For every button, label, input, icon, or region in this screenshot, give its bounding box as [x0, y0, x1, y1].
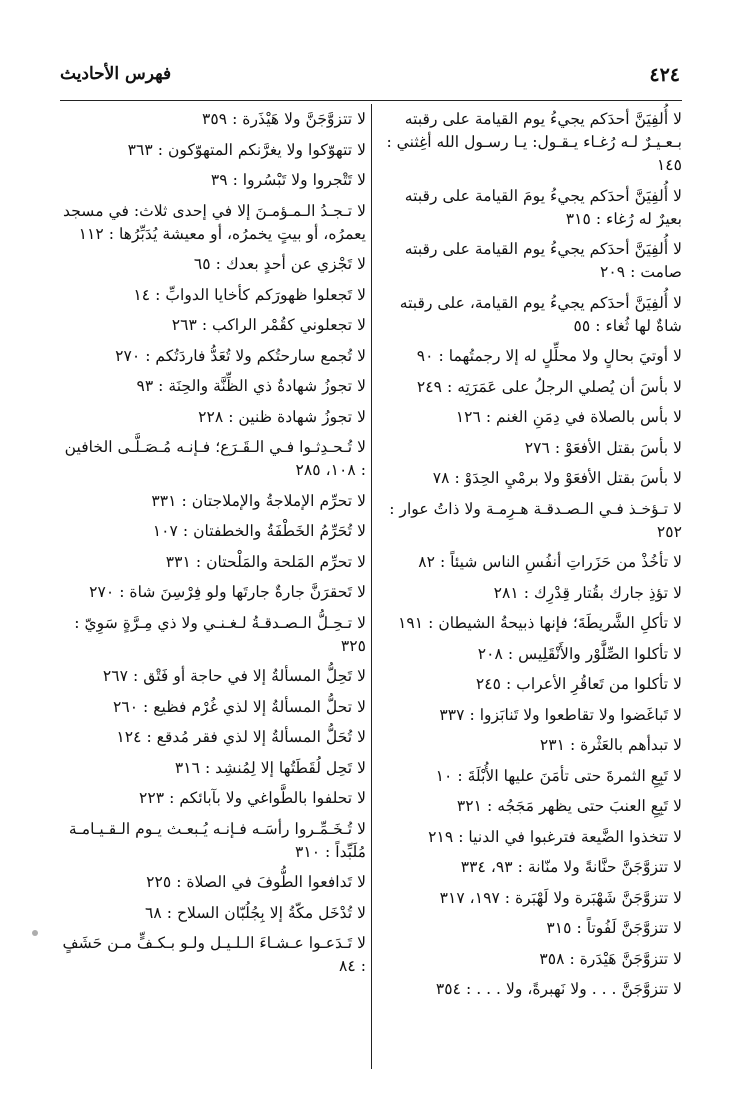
- hadith-entry: لا تَتْجروا ولا تَبْسُروا : ٣٩: [210, 171, 366, 189]
- hadith-entry: لا تتزوَّجَنَّ شَهْبَرة ولا لَهْبَرة : ١٩٧، ٣١٧: [439, 888, 682, 907]
- ink-speck: [32, 930, 38, 936]
- hadith-entry: لا تُحَرِّمُ الخَطْفَةُ والخطفتان : ١٠٧: [152, 522, 366, 540]
- hadith-entry: لا بأسَ أن يُصلي الرجلُ على عَمَرَتِه : ٢٤٩: [416, 377, 682, 396]
- hadith-entry: لا تجوزُ شهادة ظنين : ٢٢٨: [198, 407, 366, 426]
- right-column: [376, 108, 682, 1009]
- page-number: ٤٢٤: [649, 64, 680, 86]
- hadith-entry: لا تأكلوا الصِّلَّوْر والأَنْقَلِيس : ٢٠٨: [477, 644, 682, 663]
- hadith-entry: لا أُلفِيَنَّ أحدَكم يجيءُ يوم القيامة على رقبته بـعـيـرٌ لـه رُغـاء يـقـول: يـا رسـول الله أغِثني : ١٤٥: [386, 110, 682, 174]
- hadith-entry: لا أُلفِيَنَّ أحدَكم يجيءُ يوم القيامة على رقبته صامت : ٢٠٩: [404, 240, 682, 281]
- hadith-entry: لا تـحِـلُّ الـصـدقـةُ لـغـنـي ولا ذي مِـرَّةٍ سَوِيّ : ٣٢٥: [74, 613, 366, 655]
- hadith-entry: لا تتزوَّجَنَّ هَيْدَرة : ٣٥٨: [539, 949, 682, 968]
- hadith-entry: لا تحرِّم الإملاجةُ والإملاجتان : ٣٣١: [151, 491, 366, 510]
- hadith-entry: لا تحرِّم المَلحة والمَلْحتان : ٣٣١: [165, 552, 366, 571]
- hadith-entry: لا تَجعلوا ظهورَكم كأخايا الدوابِّ : ١٤: [133, 285, 366, 304]
- hadith-entry: لا أُلفِيَنَّ أحدَكم يجيءُ يومَ القيامة على رقبته بعيرٌ له رُغاء : ٣١٥: [404, 186, 682, 228]
- hadith-entry: لا تتزوَّجَنَّ لَفُوتاً : ٣١٥: [546, 919, 682, 937]
- hadith-entry: لا تجوزُ شهادةُ ذي الظِّنَّة والحِنَة : ٩٣: [136, 377, 366, 395]
- hadith-entry: لا تَحِلُّ المسألةُ إلا في حاجة أو فَتْق : ٢٦٧: [102, 667, 366, 685]
- hadith-entry: لا تأخُذْ من حَزَراتِ أنفُسِ الناس شيئاً : ٨٢: [418, 553, 682, 571]
- left-column: [60, 108, 366, 986]
- hadith-entry: لا تتزوَّجَنَّ حنَّانةً ولا منّانة : ٩٣، ٣٣٤: [460, 858, 682, 876]
- hadith-entry: لا تؤذِ جارك بقُتار قِدْرِك : ٢٨١: [493, 583, 682, 602]
- hadith-entry: لا تَبِعِ الثمرةَ حتى تأمَنَ عليها الأُبْلَةَ : ١٠: [435, 766, 682, 785]
- hadith-entry: لا تَحقرَنَّ جارةٌ جارتَها ولو فِرْسِنَ شاة : ٢٧٠: [89, 583, 366, 601]
- hadith-entry: لا أُلفِيَنَّ أحدَكم يجيءُ يوم القيامة، على رقبته شاةٌ لها ثُغاء : ٥٥: [399, 293, 682, 335]
- hadith-entry: لا تجعلوني كقُمْر الراكب : ٢٦٣: [171, 316, 366, 334]
- hadith-entry: لا تَدافعوا الطُّوفَ في الصلاة : ٢٢٥: [146, 873, 366, 891]
- hadith-entry: لا تأكلِ الشَّريطَةَ؛ فإنها ذبيحةُ الشيطان : ١٩١: [398, 614, 682, 632]
- hadith-entry: لا تتخذوا الضَّيعة فترغبوا في الدنيا : ٢١٩: [428, 827, 682, 846]
- hadith-entry: لا تَبِعِ العنبَ حتى يظهر مَجَجُه : ٣٢١: [456, 797, 682, 815]
- hadith-entry: لا تُجمع سارحتُكم ولا تُعَدُّ فاردَتُكم : ٢٧٠: [115, 346, 366, 365]
- hadith-entry: لا تتهوّكوا ولا يغرَّنكم المتهوّكون : ٣٦٣: [127, 140, 366, 159]
- hadith-entry: لا تـجـدُ الـمـؤمـنَ إلا في إحدى ثلاث: في مسجد يعمرُه، أو بيتٍ يخمرُه، أو معيشة يُدَبِّرُها : ١١٢: [63, 201, 366, 243]
- hadith-entry: لا تُـحـدِثـوا فـي الـقَـرَع؛ فـإنـه مُـصَـلَّـى الخافين : ١٠٨، ٢٨٥: [64, 438, 366, 479]
- hadith-entry: لا بأس بالصلاة في دِمَنِ الغنم : ١٢٦: [455, 408, 682, 426]
- hadith-entry: لا بأسَ بقتل الأفعَوْ ولا برمْيِ الحِدَوْ : ٧٨: [432, 469, 682, 487]
- hadith-entry: لا تَباغَضوا ولا تقاطعوا ولا تَنابَزوا : ٣٣٧: [439, 705, 682, 724]
- hadith-entry: لا تَحِل لُقَطَتُها إلا لِمُنشِد : ٣١٦: [174, 758, 366, 777]
- hadith-entry: لا تحلفوا بالطَّواغي ولا بآبائكم : ٢٢٣: [139, 789, 366, 807]
- hadith-entry: لا تَجْزي عن أحدٍ بعدك : ٦٥: [193, 255, 366, 273]
- header-rule: [60, 100, 682, 101]
- hadith-entry: لا أوتيَ بحالٍ ولا محلِّلٍ له إلا رجمتُهما : ٩٠: [416, 347, 682, 365]
- hadith-entry: لا تبدأهم بالعَثْرة : ٢٣١: [539, 736, 682, 754]
- hadith-entry: لا تتزوَّجَنَّ . . . ولا نَهبرةً، ولا . . . : ٣٥٤: [435, 980, 682, 998]
- hadith-entry: لا تُـخَـمِّـروا رأسَـه فـإنـه يُـبعـث يـوم الـقـيـامـة مُلَبِّداً : ٣١٠: [68, 819, 366, 861]
- hadith-entry: لا بأسَ بقتل الأفعَوْ : ٢٧٦: [524, 438, 682, 457]
- page-header: [60, 62, 680, 96]
- hadith-entry: لا تحلُّ المسألةُ إلا لذي غُرْم فظيع : ٢٦٠: [112, 697, 366, 716]
- column-divider: [371, 104, 372, 1069]
- hadith-entry: لا تتزوَّجَنَّ ولا هَيْذَرة : ٣٥٩: [202, 110, 366, 128]
- hadith-entry: لا تأكلوا من تَعاقُرِ الأعراب : ٢٤٥: [475, 675, 682, 693]
- hadith-entry: لا تـؤخـذ فـي الـصـدقـة هـرِمـة ولا ذاتُ عوار : ٢٥٢: [389, 499, 682, 541]
- hadith-entry: لا تُحَلُّ المسألةُ إلا لذي فقر مُدقع : ١٢٤: [116, 728, 366, 746]
- running-title: فهرس الأحاديث: [60, 64, 172, 84]
- hadith-entry: لا تَـدَعـوا عـشـاءَ الـلـيـل ولـو بـكـفٍّ مـن حَشَفٍ : ٨٤: [62, 934, 366, 975]
- hadith-entry: لا تُدْخَل مكّةُ إلا بِجُلُبّان السلاح : ٦٨: [145, 903, 366, 922]
